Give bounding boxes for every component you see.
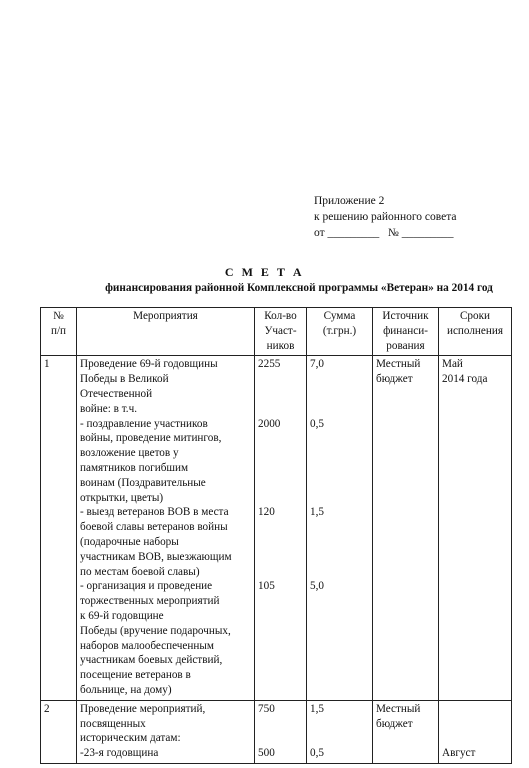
row-events: Проведение мероприятий, посвященных историческим датам: -23-я годовщина bbox=[77, 700, 255, 763]
row-count: 750 500 bbox=[255, 700, 307, 763]
header-num: № п/п bbox=[41, 308, 77, 356]
row-terms: Август bbox=[439, 700, 512, 763]
header-count: Кол-во Участ- ников bbox=[255, 308, 307, 356]
table-row bbox=[41, 700, 512, 763]
row-source: Местный бюджет bbox=[373, 356, 439, 700]
appendix-line-1: Приложение 2 bbox=[314, 195, 385, 207]
row-source: Местный бюджет bbox=[373, 700, 439, 763]
appendix-line-2: к решению районного совета bbox=[314, 211, 457, 223]
document-subtitle: финансирования районной Комплексной программы «Ветеран» на 2014 год bbox=[105, 282, 493, 294]
table-row bbox=[41, 356, 512, 700]
row-sum: 7,0 0,5 1,5 5,0 bbox=[307, 356, 373, 700]
row-events: Проведение 69-й годовщины Победы в Великой Отечественной войне: в т.ч. - поздравление участников войны, проведение митингов, возложение цветов у памятников погибшим воинам (Поздравительные открытки, цветы) - выезд ветеранов ВОВ в места боевой славы ветеранов войны (подарочные наборы участникам ВОВ, выезжающим по местам боевой славы) - организация и проведение торжественных мероприятий к 69-й годовщине Победы (вручение подарочных, наборов малообеспеченным участникам боевых действий, посещение ветеранов в больнице, на дому) bbox=[77, 356, 255, 700]
row-num: 1 bbox=[41, 356, 77, 700]
row-terms: Май 2014 года bbox=[439, 356, 512, 700]
table-header-row bbox=[41, 308, 512, 356]
appendix-block bbox=[314, 193, 457, 241]
row-count: 2255 2000 120 105 bbox=[255, 356, 307, 700]
header-events: Мероприятия bbox=[77, 308, 255, 356]
estimate-table bbox=[40, 307, 512, 764]
document-title: С М Е Т А bbox=[224, 265, 305, 279]
row-sum: 1,5 0,5 bbox=[307, 700, 373, 763]
appendix-line-3: от _________ № _________ bbox=[314, 227, 454, 239]
row-num: 2 bbox=[41, 700, 77, 763]
header-terms: Сроки исполнения bbox=[439, 308, 512, 356]
header-source: Источник финанси- рования bbox=[373, 308, 439, 356]
header-sum: Сумма (т.грн.) bbox=[307, 308, 373, 356]
